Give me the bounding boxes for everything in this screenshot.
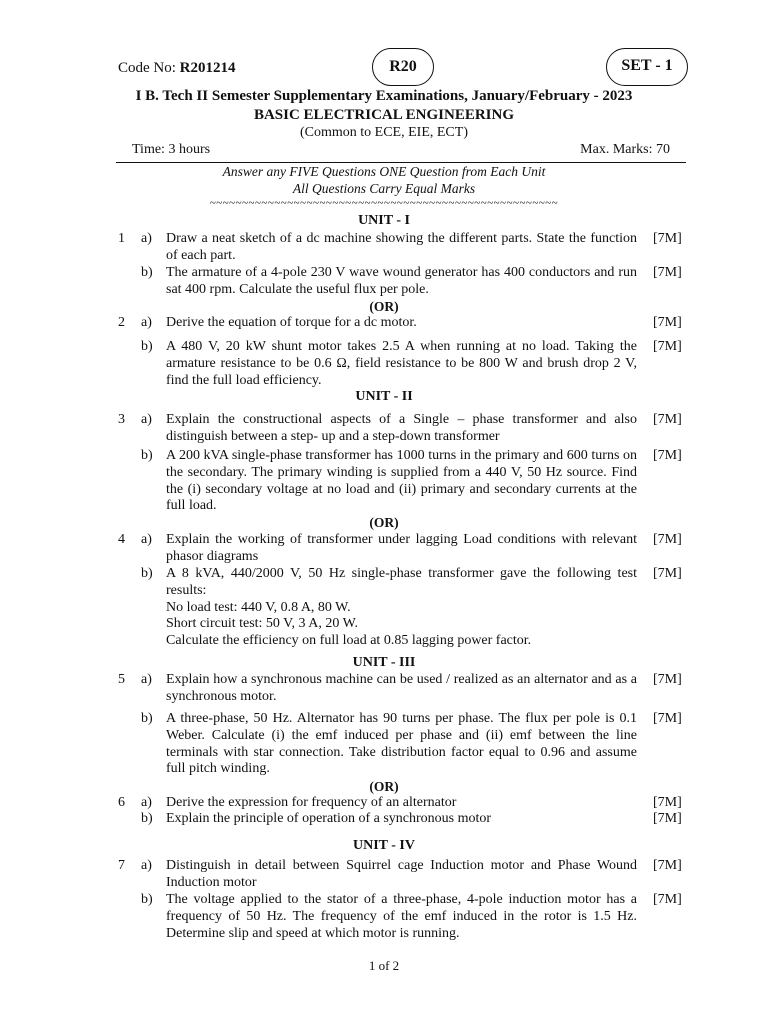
question-part: a) — [141, 315, 152, 330]
question-text: Explain the principle of operation of a synchronous motor — [166, 811, 492, 826]
question-part: a) — [141, 231, 152, 246]
question-text: Explain how a synchronous machine can be used / realized as an alternator and as a synchronous motor. — [166, 672, 637, 704]
question-text: The voltage applied to the stator of a three-phase, 4-pole induction motor has a frequency of 50 Hz. The frequency of the emf induced in the rotor is 1.5 Hz. Determine slip and speed at which motor is running. — [166, 892, 637, 941]
question-marks: [7M] — [653, 339, 682, 354]
question-part: a) — [141, 858, 152, 873]
question-marks: [7M] — [653, 795, 682, 810]
question-text-block — [166, 566, 637, 650]
question-marks: [7M] — [653, 811, 682, 826]
common-branches: (Common to ECE, EIE, ECT) — [300, 125, 468, 140]
question-marks: [7M] — [653, 315, 682, 330]
question-number: 7 — [118, 858, 125, 873]
question-number: 1 — [118, 231, 125, 246]
question-text-line: No load test: 440 V, 0.8 A, 80 W. — [166, 599, 351, 615]
question-text: A 8 kVA, 440/2000 V, 50 Hz single-phase transformer gave the following test results: — [166, 566, 637, 598]
question-number: 3 — [118, 412, 125, 427]
exam-title: I B. Tech II Semester Supplementary Examinations, January/February - 2023 — [135, 88, 633, 104]
unit-1-heading: UNIT - I — [358, 213, 410, 228]
exam-time: Time: 3 hours — [132, 142, 211, 157]
unit-3-heading: UNIT - III — [352, 655, 416, 670]
question-number: 5 — [118, 672, 125, 687]
subject-title: BASIC ELECTRICAL ENGINEERING — [253, 107, 515, 123]
regulation-badge: R20 — [372, 48, 434, 86]
question-text: Explain the working of transformer under lagging Load conditions with relevant phasor diagrams — [166, 532, 637, 564]
question-marks: [7M] — [653, 532, 682, 547]
question-text: A 200 kVA single-phase transformer has 1000 turns in the primary and 600 turns on the secondary. The primary winding is supplied from a 440 V, 50 Hz source. Find the (i) secondary voltage at no load and (ii) primary and secondary currents at the full load. — [166, 448, 637, 514]
question-marks: [7M] — [653, 892, 682, 907]
or-separator: (OR) — [369, 779, 399, 794]
page-number: 1 of 2 — [368, 958, 400, 973]
code-number — [118, 60, 236, 77]
question-part: a) — [141, 532, 152, 547]
question-part: b) — [141, 711, 153, 726]
unit-4-heading: UNIT - IV — [353, 838, 415, 853]
or-separator: (OR) — [369, 515, 399, 530]
question-marks: [7M] — [653, 265, 682, 280]
question-part: b) — [141, 339, 153, 354]
question-text: A 480 V, 20 kW shunt motor takes 2.5 A when running at no load. Taking the armature resistance to be 0.6 Ω, field resistance to be 800 W and brush drop 2 V, find the full load efficiency. — [166, 339, 637, 388]
question-marks: [7M] — [653, 412, 682, 427]
or-separator: (OR) — [369, 299, 399, 314]
question-text: Derive the expression for frequency of an alternator — [166, 795, 457, 810]
question-marks: [7M] — [653, 858, 682, 873]
question-marks: [7M] — [653, 711, 682, 726]
question-part: b) — [141, 566, 153, 581]
question-text-line: Short circuit test: 50 V, 3 A, 20 W. — [166, 616, 358, 632]
max-marks: Max. Marks: 70 — [580, 142, 670, 157]
set-badge: SET - 1 — [606, 48, 688, 86]
question-text: Distinguish in detail between Squirrel cage Induction motor and Phase Wound Induction motor — [166, 858, 637, 890]
question-marks: [7M] — [653, 448, 682, 463]
question-text-line: Calculate the efficiency on full load at 0.85 lagging power factor. — [166, 633, 532, 649]
question-text: Draw a neat sketch of a dc machine showing the different parts. State the function of each part. — [166, 231, 637, 263]
question-part: b) — [141, 448, 153, 463]
question-part: b) — [141, 811, 153, 826]
question-text: The armature of a 4-pole 230 V wave wound generator has 400 conductors and run sat 400 rpm. Calculate the useful flux per pole. — [166, 265, 637, 297]
tilde-divider: ~~~~~~~~~~~~~~~~~~~~~~~~~~~~~~~~~~~~~~~~~~~~~~~~~~~~~~ — [209, 197, 559, 209]
code-value: R201214 — [179, 60, 236, 76]
question-part: a) — [141, 795, 152, 810]
question-number: 4 — [118, 532, 125, 547]
question-part: b) — [141, 265, 153, 280]
question-number: 6 — [118, 795, 125, 810]
header-rule — [116, 162, 686, 163]
question-number: 2 — [118, 315, 125, 330]
question-marks: [7M] — [653, 566, 682, 581]
question-part: a) — [141, 672, 152, 687]
question-marks: [7M] — [653, 672, 682, 687]
instruction-2: All Questions Carry Equal Marks — [292, 181, 476, 196]
instruction-1: Answer any FIVE Questions ONE Question from Each Unit — [222, 164, 546, 179]
question-part: a) — [141, 412, 152, 427]
question-text: Derive the equation of torque for a dc motor. — [166, 315, 417, 330]
question-marks: [7M] — [653, 231, 682, 246]
unit-2-heading: UNIT - II — [355, 389, 413, 404]
code-label: Code No: — [118, 60, 176, 76]
question-text: Explain the constructional aspects of a Single – phase transformer and also distinguish between a step- up and a step-down transformer — [166, 412, 637, 444]
question-text: A three-phase, 50 Hz. Alternator has 90 turns per phase. The flux per pole is 0.1 Weber. Calculate (i) the emf induced per phase and (ii) emf between the line terminals with star connection. Take distribution factor equal to 0.96 and assume full pitch winding. — [166, 711, 637, 777]
question-part: b) — [141, 892, 153, 907]
